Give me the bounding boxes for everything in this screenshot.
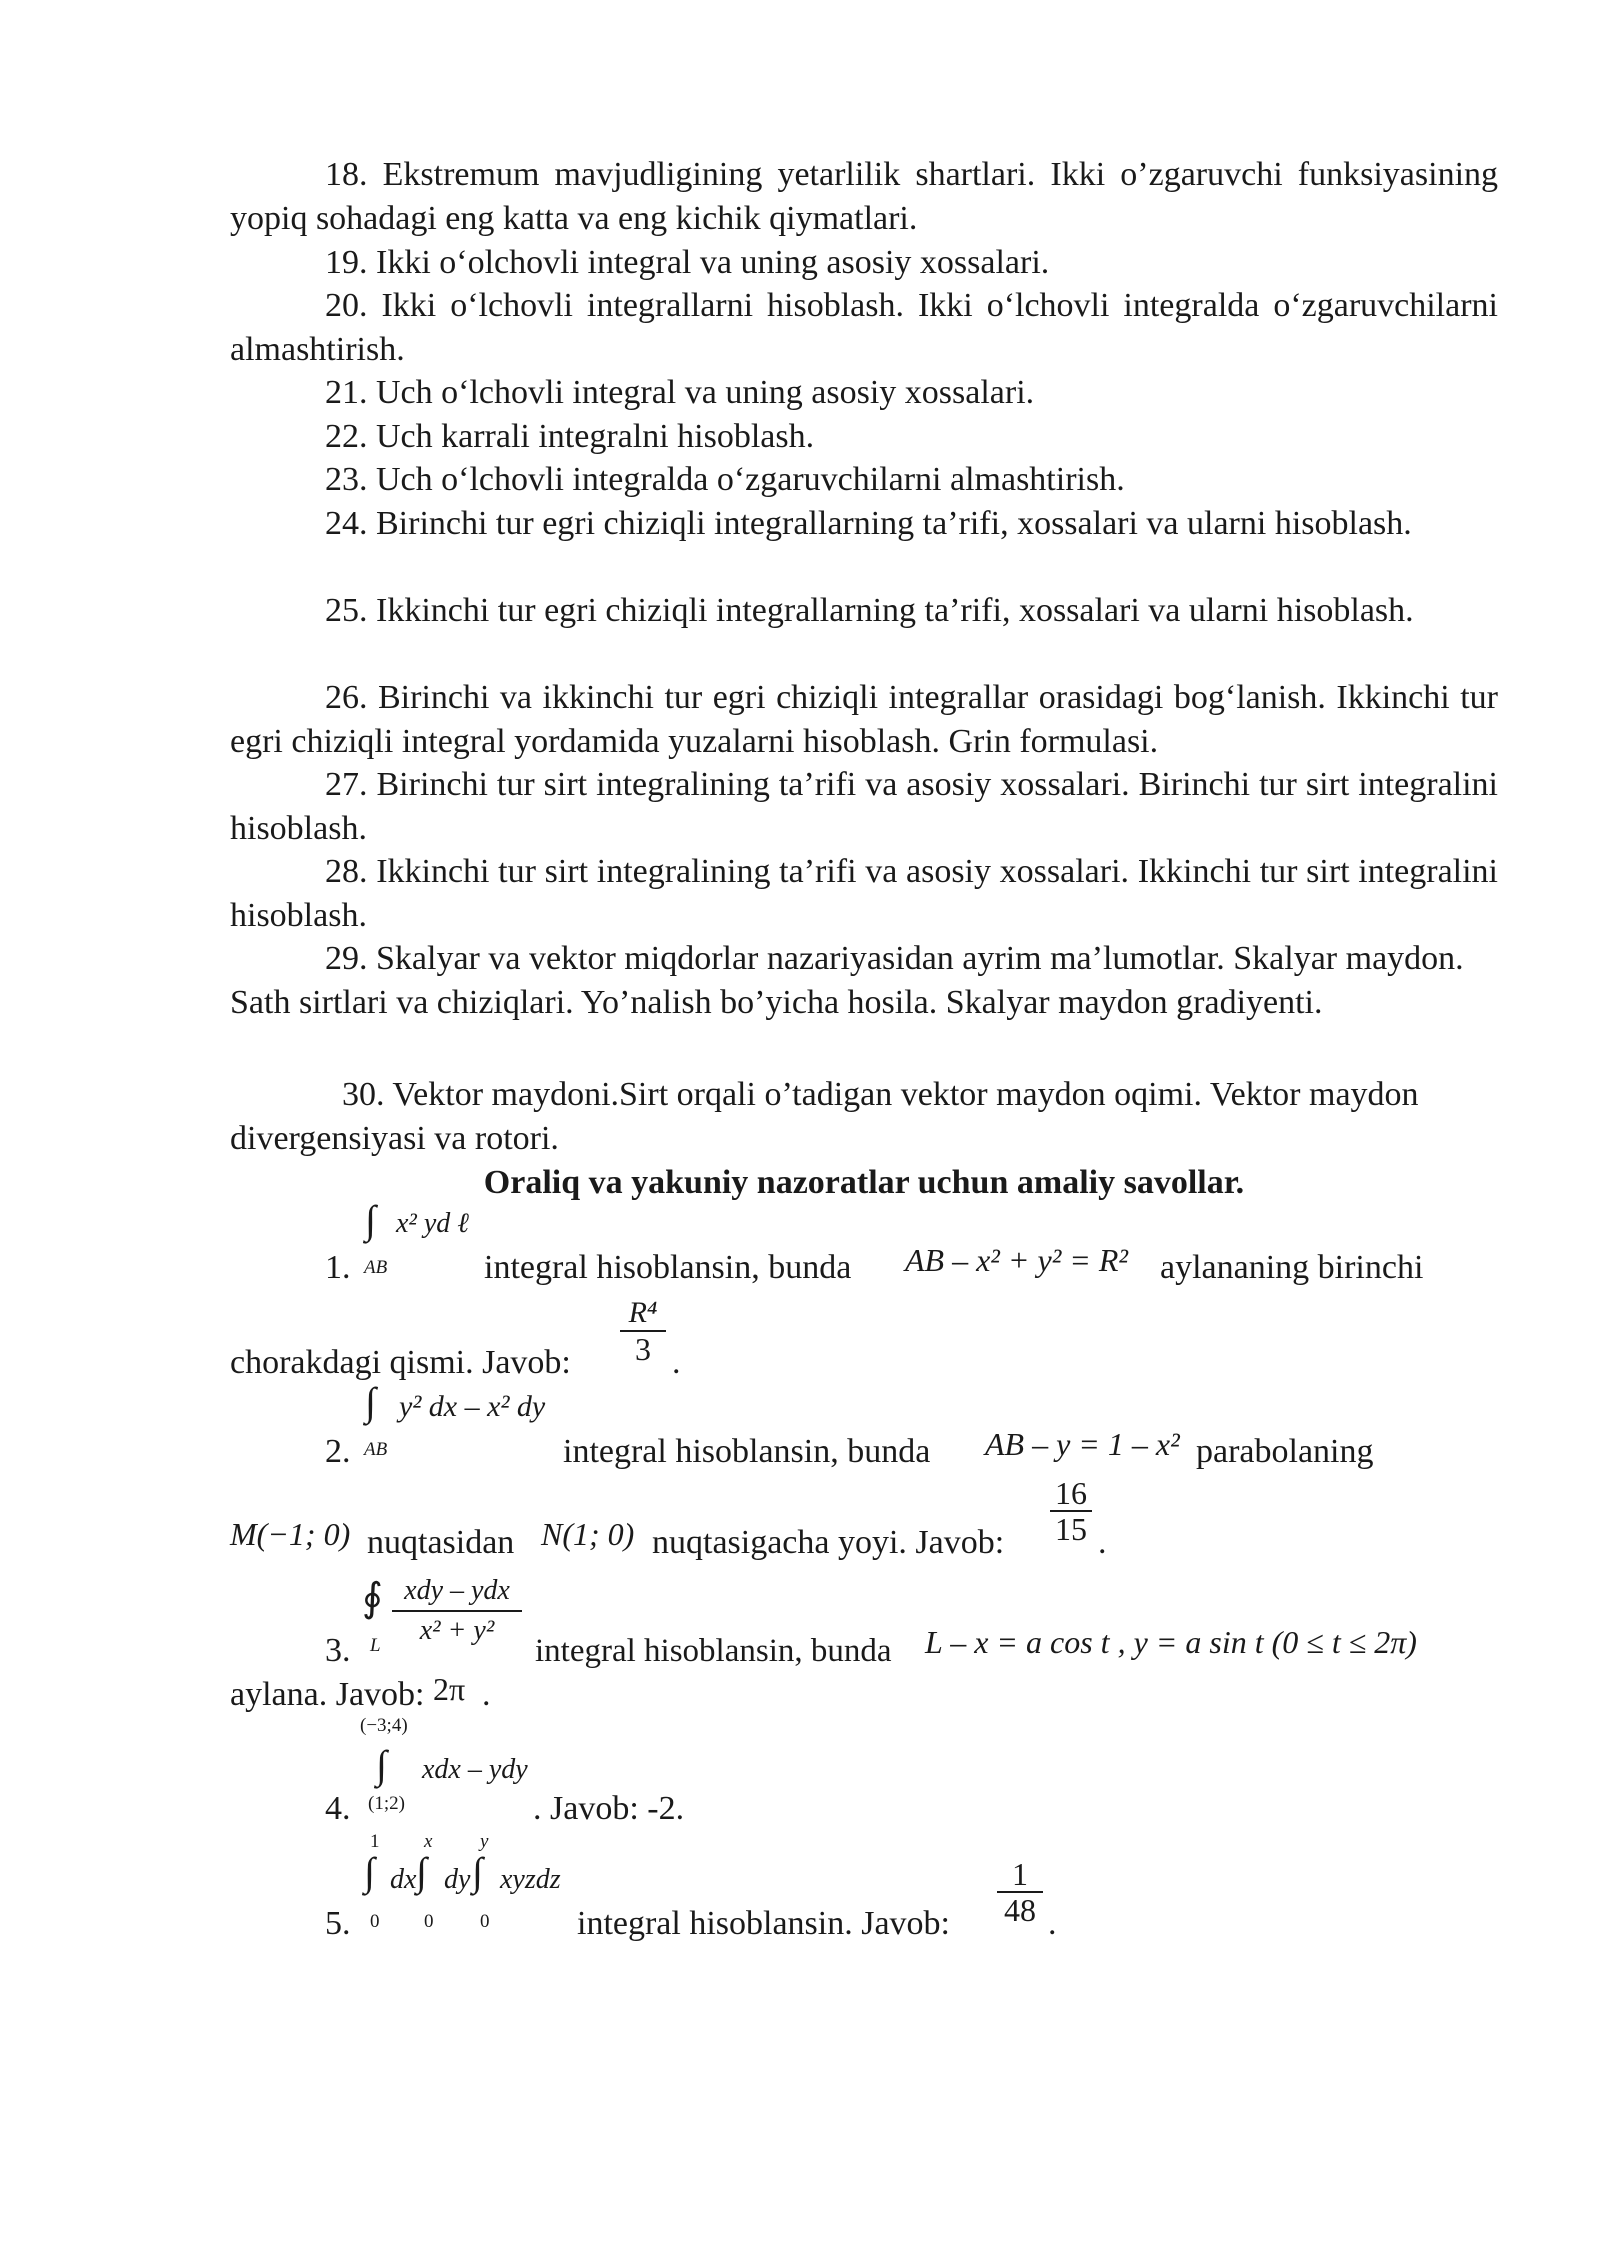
- theory-item-30: 30. Vektor maydoni.Sirt orqali o’tadigan vektor maydon oqimi. Vektor maydon divergensiyasi va rotori.: [230, 1076, 1419, 1157]
- answer-label: nuqtasigacha yoyi. Javob:: [652, 1524, 1005, 1561]
- integral-symbol: ∫: [365, 1197, 376, 1242]
- problem-text: integral hisoblansin, bunda: [563, 1433, 931, 1470]
- integrand: y² dx – x² dy: [399, 1390, 546, 1423]
- answer-numerator: R⁴: [628, 1296, 658, 1329]
- text-from: nuqtasidan: [367, 1524, 515, 1561]
- integrand-denominator: x² + y²: [392, 1610, 522, 1650]
- item-text: Ekstremum mavjudligining yetarlilik shartlari. Ikki o’zgaruvchi funksiyasining yopiq sohadagi eng katta va eng kichik qiymatlari.: [230, 156, 1499, 237]
- differential-dy: dy: [444, 1864, 471, 1895]
- integral-symbol: ∫: [365, 1379, 376, 1424]
- integral-1-lower: 0: [370, 1911, 380, 1932]
- theory-item-28: 28. Ikkinchi tur sirt integralining ta’rifi va asosiy xossalari. Ikkinchi tur sirt integralini hisoblash.: [230, 853, 1499, 934]
- integral-lower-limit: (1;2): [368, 1793, 405, 1814]
- answer-period: .: [1098, 1524, 1107, 1561]
- problem-number: 3.: [325, 1632, 351, 1669]
- answer-numerator: 16: [1055, 1475, 1087, 1511]
- theory-item-18: [230, 153, 1498, 240]
- theory-item-20: 20. Ikki oʻlchovli integrallarni hisoblash. Ikki oʻlchovli integralda oʻzgaruvchilarni almashtirish.: [230, 287, 1498, 368]
- problem-text: integral hisoblansin, bunda: [484, 1249, 852, 1286]
- problem-text: integral hisoblansin, bunda: [535, 1633, 892, 1669]
- answer-numerator: 1: [1012, 1856, 1028, 1892]
- integral-upper-limit: (−3;4): [360, 1715, 408, 1736]
- integral-symbol-1: ∫: [364, 1849, 375, 1894]
- contour-integral-symbol: ∮: [362, 1575, 383, 1620]
- problem-number: 1.: [325, 1249, 351, 1286]
- theory-item-21: 21. Uch oʻlchovli integral va uning asosiy xossalari.: [325, 374, 1035, 411]
- problem-number: 4.: [325, 1790, 351, 1827]
- answer-label: chorakdagi qismi. Javob:: [230, 1344, 571, 1381]
- answer-period: .: [672, 1344, 681, 1381]
- integral-symbol: ∫: [376, 1742, 387, 1787]
- point-m: M(−1; 0): [230, 1516, 351, 1552]
- integrand-fraction: [392, 1572, 522, 1650]
- theory-item-25: 25. Ikkinchi tur egri chiziqli integrallarning ta’rifi, xossalari va ularni hisoblash.: [325, 592, 1414, 629]
- condition-formula: AB – y = 1 – x²: [985, 1426, 1180, 1462]
- answer-label: aylana. Javob:: [230, 1676, 425, 1713]
- theory-item-27: 27. Birinchi tur sirt integralining ta’rifi va asosiy xossalari. Birinchi tur sirt integralini hisoblash.: [230, 766, 1499, 847]
- condition-formula: L – x = a cos t , y = a sin t (0 ≤ t ≤ 2π): [925, 1624, 1417, 1660]
- theory-item-19: 19. Ikki oʻolchovli integral va uning asosiy xossalari.: [325, 244, 1050, 281]
- integral-1-upper: 1: [370, 1831, 380, 1852]
- theory-item-22: 22. Uch karrali integralni hisoblash.: [325, 418, 815, 455]
- answer-denominator: 15: [1050, 1510, 1092, 1546]
- theory-item-23: 23. Uch oʻlchovli integralda oʻzgaruvchilarni almashtirish.: [325, 461, 1125, 498]
- section-heading: Oraliq va yakuniy nazoratlar uchun amaliy savollar.: [483, 1164, 1245, 1201]
- answer-denominator: 3: [620, 1330, 666, 1366]
- answer-denominator: 48: [997, 1891, 1043, 1927]
- integral-symbol-3: ∫: [472, 1849, 483, 1894]
- problem-text-continued: parabolaning: [1196, 1433, 1374, 1470]
- theory-item-26: 26. Birinchi va ikkinchi tur egri chiziqli integrallar orasidagi bogʻlanish. Ikkinchi tur egri chiziqli integral yordamida yuzalarni hisoblash. Grin formulasi.: [230, 679, 1498, 760]
- problem-text-continued: aylananing birinchi: [1160, 1249, 1424, 1286]
- integral-3-lower: 0: [480, 1911, 490, 1932]
- theory-item-24: 24. Birinchi tur egri chiziqli integrallarning ta’rifi, xossalari va ularni hisoblash.: [325, 505, 1412, 542]
- integral-lower-limit: AB: [364, 1257, 388, 1278]
- problem-text: integral hisoblansin. Javob:: [577, 1905, 951, 1942]
- integrand: xyzdz: [500, 1864, 561, 1895]
- differential-dx: dx: [390, 1864, 417, 1895]
- item-number: 18.: [325, 156, 368, 193]
- theory-item-29: 29. Skalyar va vektor miqdorlar nazariyasidan ayrim ma’lumotlar. Skalyar maydon. Sath sirtlari va chiziqlari. Yo’nalish bo’yicha hosila. Skalyar maydon gradiyenti.: [230, 940, 1464, 1021]
- integrand: x² yd ℓ: [396, 1208, 469, 1239]
- integral-3-upper: y: [480, 1831, 489, 1852]
- condition-formula: AB – x² + y² = R²: [905, 1242, 1129, 1278]
- answer-period: .: [482, 1676, 491, 1713]
- integrand: xdx – ydy: [422, 1754, 528, 1785]
- integral-2-upper: x: [424, 1831, 433, 1852]
- problem-number: 5.: [325, 1905, 351, 1942]
- integral-symbol-2: ∫: [416, 1849, 427, 1894]
- problem-number: 2.: [325, 1433, 351, 1470]
- integral-lower-limit: AB: [364, 1439, 388, 1460]
- answer-period: .: [1048, 1905, 1057, 1942]
- answer-fraction: [620, 1296, 666, 1366]
- answer-fraction: [1050, 1476, 1092, 1546]
- integral-2-lower: 0: [424, 1911, 434, 1932]
- answer-fraction: [997, 1857, 1043, 1927]
- answer-text: . Javob: -2.: [533, 1790, 685, 1827]
- integrand-numerator: xdy – ydx: [404, 1575, 510, 1606]
- point-n: N(1; 0): [541, 1516, 635, 1552]
- integral-lower-limit: L: [370, 1635, 381, 1656]
- answer-value: 2π: [433, 1671, 466, 1707]
